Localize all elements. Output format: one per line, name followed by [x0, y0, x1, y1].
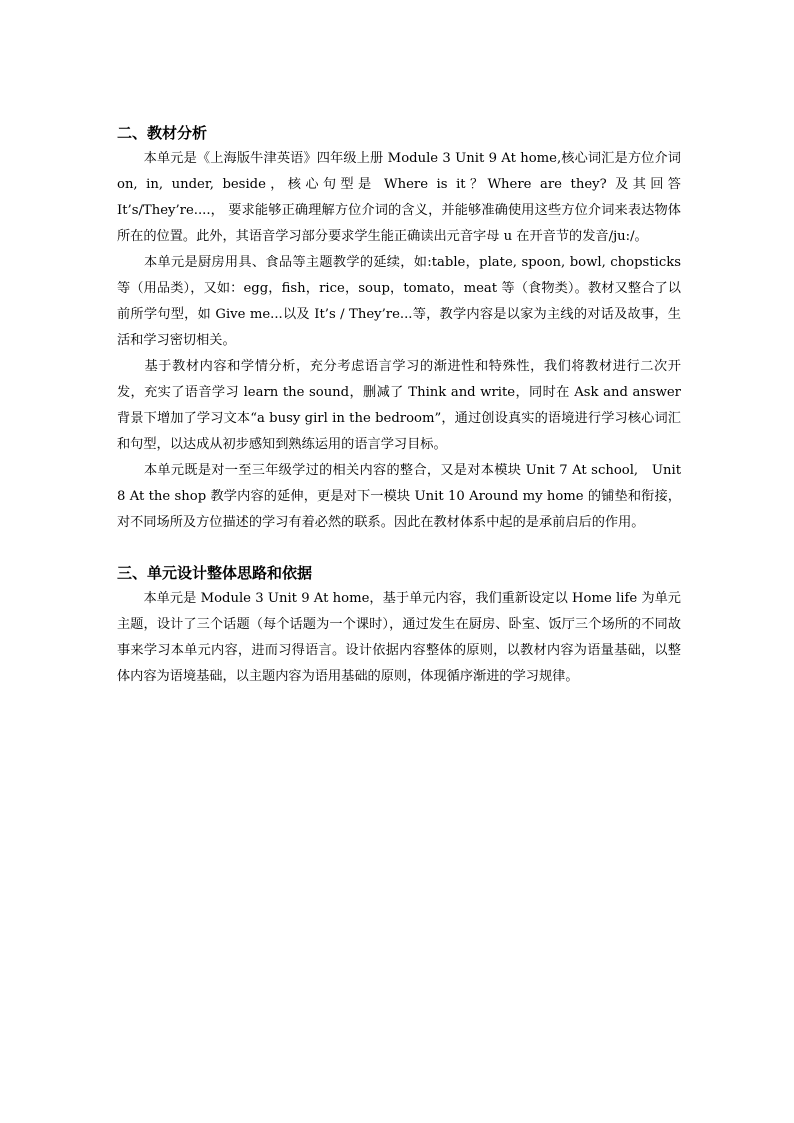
document-page	[117, 120, 681, 690]
section-heading-textbook-analysis: 二、教材分析	[117, 124, 208, 142]
paragraph-curriculum-position: 本单元既是对一至三年级学过的相关内容的整合，又是对本模块 Unit 7 At school, Unit 8 At the shop 教学内容的延伸，更是对下一模块 Unit 10 Around my home 的铺垫和衔接，对不同场所及方位描述的学习有着必然的联系。因此在教材体系中起的是承前启后的作用。	[117, 463, 681, 530]
section-spacer	[117, 536, 681, 560]
paragraph-secondary-development: 基于教材内容和学情分析，充分考虑语言学习的渐进性和特殊性，我们将教材进行二次开发，充实了语音学习 learn the sound，删减了 Think and write，同时在 Ask and answer 背景下增加了学习文本“a busy girl in the bedroom”，通过创设真实的语境进行学习核心词汇和句型，以达成从初步感知到熟练运用的语言学习目标。	[117, 359, 681, 452]
paragraph-kitchen-theme: 本单元是厨房用具、食品等主题教学的延续，如:table，plate, spoon, bowl, chopsticks 等（用品类），又如：egg，fish，rice，soup，tomato，meat 等（食物类）。教材又整合了以前所学句型，如 Give me...以及 It’s / They’re...等，教学内容是以家为主线的对话及故事，生活和学习密切相关。	[117, 255, 681, 348]
paragraph-unit-overview: 本单元是《上海版牛津英语》四年级上册 Module 3 Unit 9 At home,核心词汇是方位介词 on, in, under, beside，核心句型是 Where is it？Where are they? 及其回答 It’s/They’re....， 要求能够正确理解方位介词的含义，并能够准确使用这些方位介词来表达物体所在的位置。此外，其语音学习部分要求学生能正确读出元音字母 u 在开音节的发音/ju:/。	[117, 151, 681, 244]
section-heading-design-rationale: 三、单元设计整体思路和依据	[117, 564, 313, 582]
paragraph-design-approach: 本单元是 Module 3 Unit 9 At home，基于单元内容，我们重新设定以 Home life 为单元主题，设计了三个话题（每个话题为一个课时），通过发生在厨房、卧室、饭厅三个场所的不同故事来学习本单元内容，进而习得语言。设计依据内容整体的原则，以教材内容为语量基础，以整体内容为语境基础，以主题内容为语用基础的原则，体现循序渐进的学习规律。	[117, 591, 681, 684]
